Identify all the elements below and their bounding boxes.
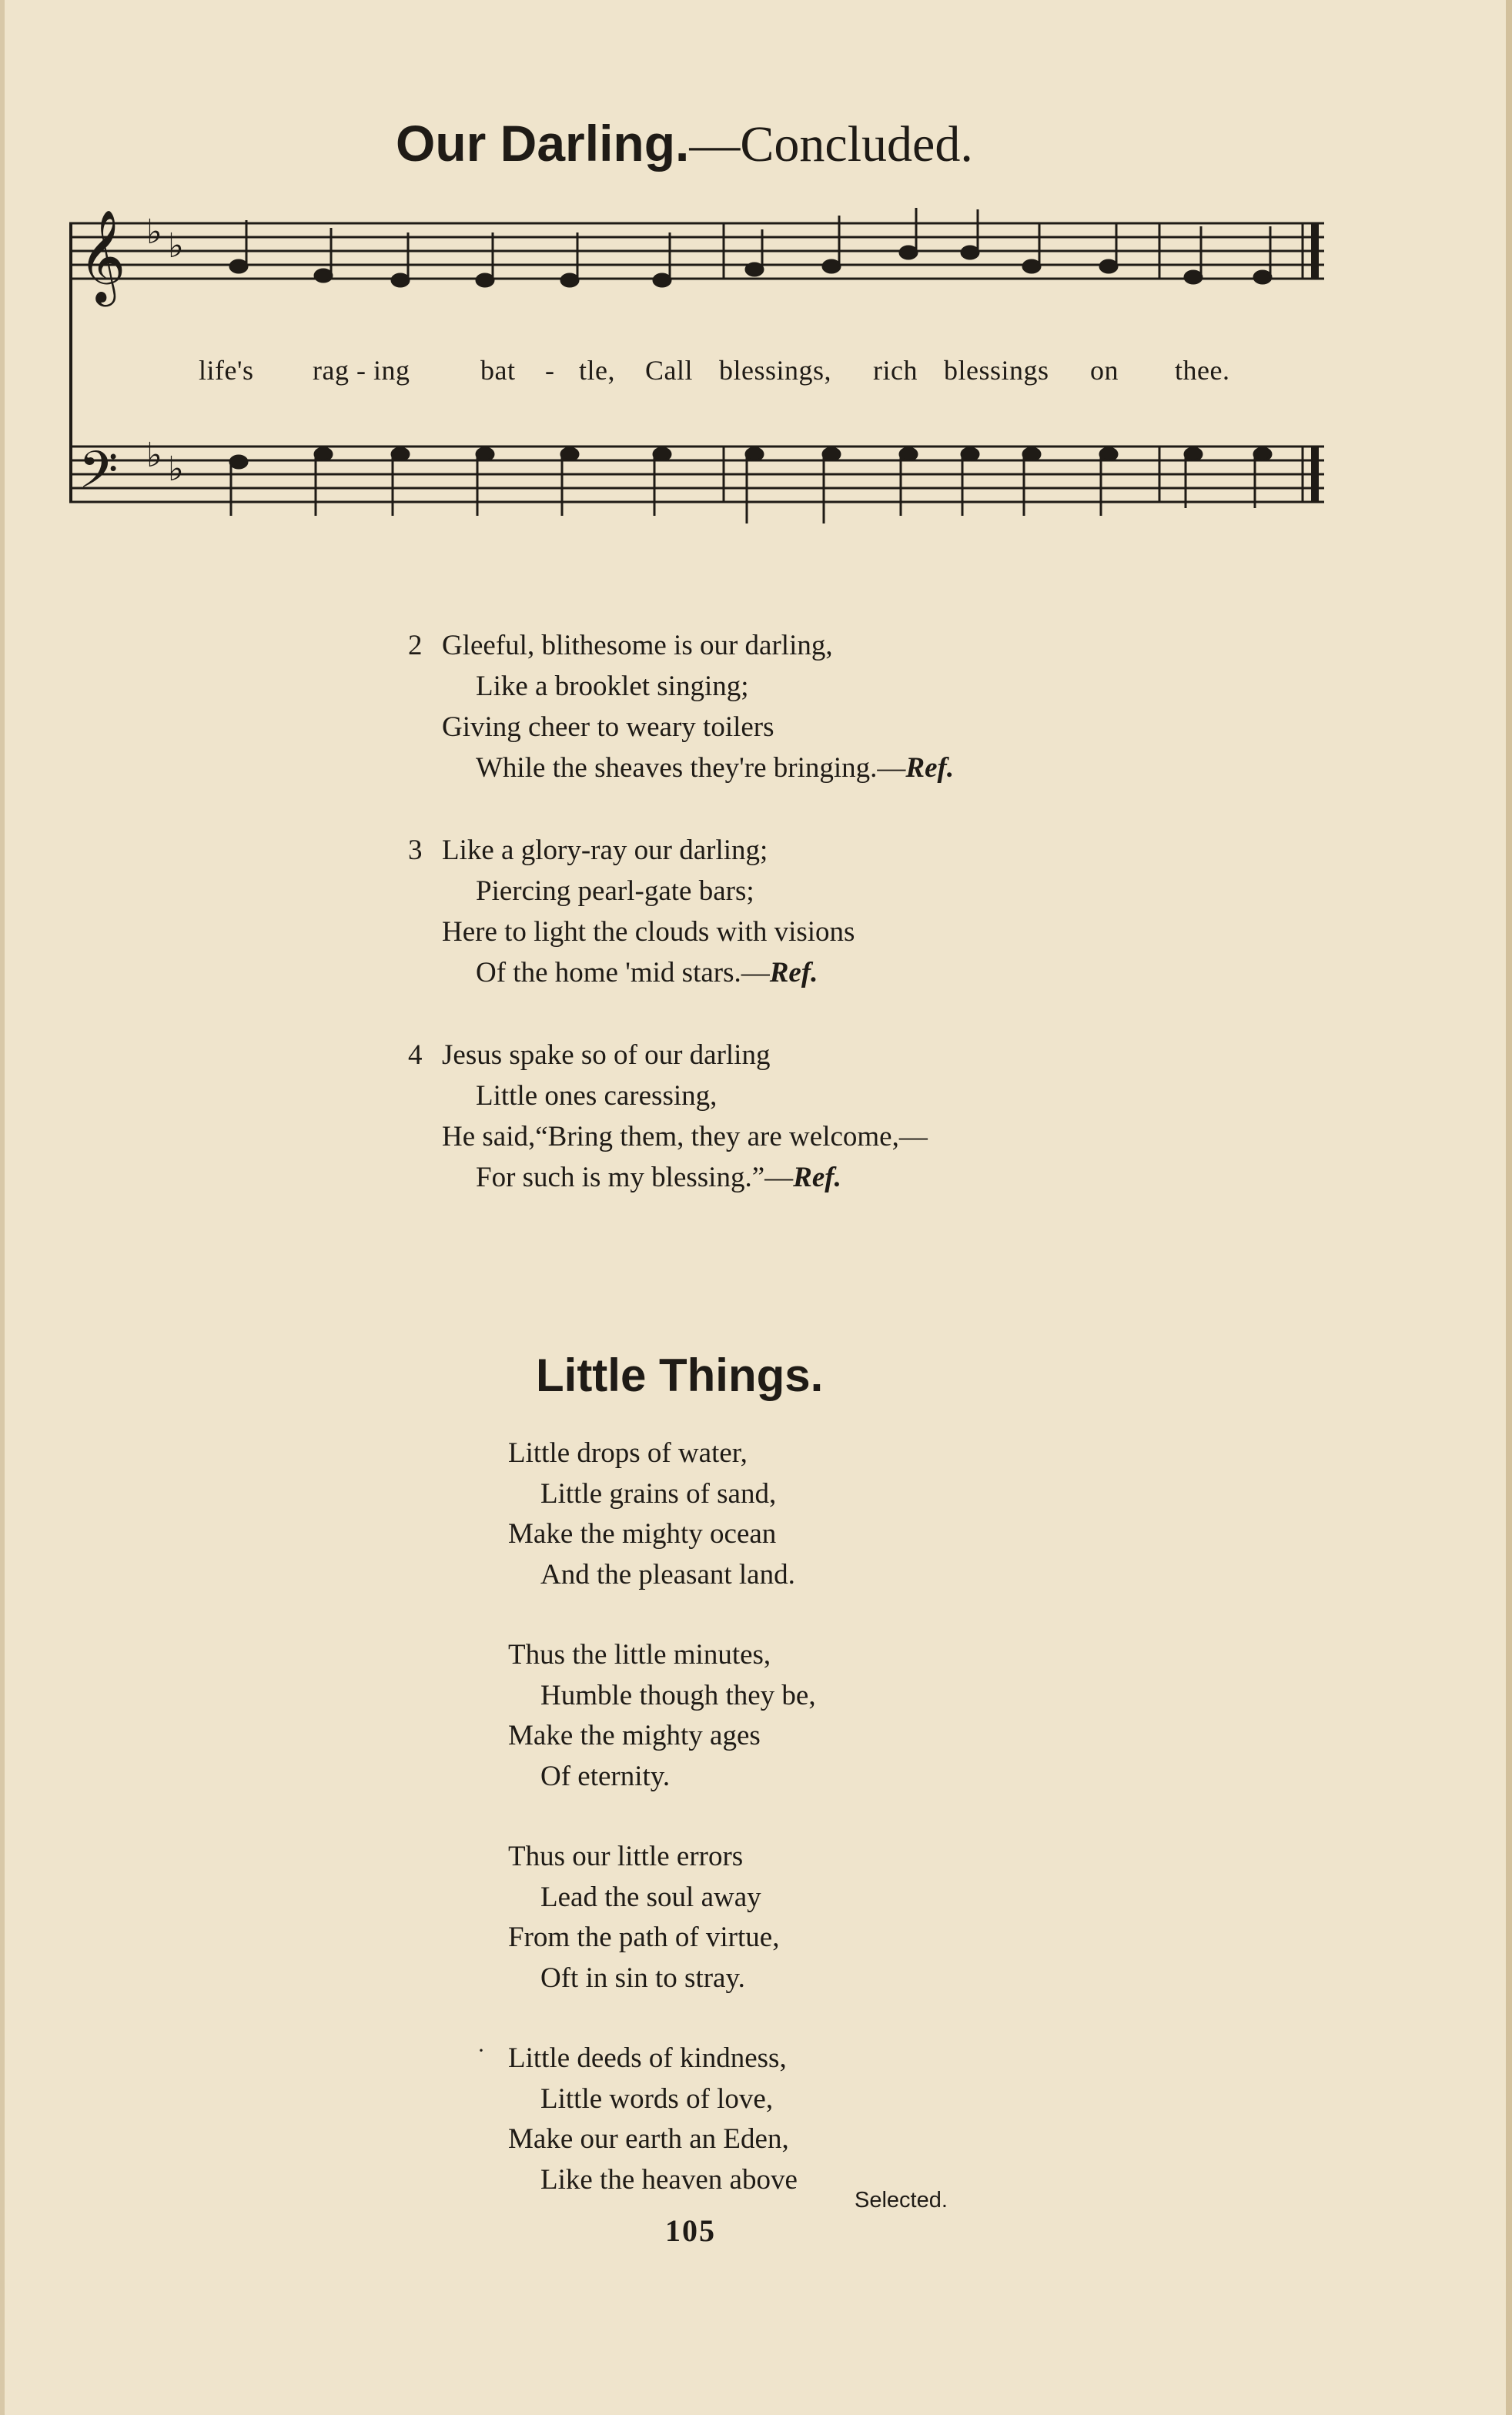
poem-line: Little words of love, [540, 2082, 774, 2115]
poem-line: Make our earth an Eden, [508, 2123, 789, 2155]
verse [408, 625, 954, 788]
lyric-word: Call [645, 355, 693, 386]
poem-body [508, 1433, 816, 2240]
bass-staff [69, 447, 1324, 502]
verse-number: 3 [408, 835, 423, 866]
verse-line: Like a glory-ray our darling; [442, 835, 768, 866]
lyric-word: rich [873, 355, 918, 386]
verse-line: Of the home 'mid stars.— [476, 957, 770, 988]
verse-line: Piercing pearl-gate bars; [476, 875, 754, 907]
lyric-word: bat [480, 355, 516, 386]
page-number: 105 [665, 2213, 716, 2248]
lyric-word: rag - ing [313, 355, 410, 386]
stanza [508, 1635, 816, 1797]
stanza [508, 1433, 816, 1595]
lyric-word: tle, [579, 355, 615, 386]
stanza [508, 2039, 816, 2200]
page-title [396, 114, 973, 174]
verse-line: Jesus spake so of our darling [442, 1039, 771, 1071]
page-edge-left [0, 0, 5, 2415]
poem-line: And the pleasant land. [540, 1558, 795, 1590]
refrain-marker: Ref. [793, 1162, 841, 1193]
page-edge-right [1506, 0, 1512, 2415]
lyric-word: - [545, 355, 555, 386]
svg-text:♭: ♭ [168, 226, 184, 266]
lyric-word: blessings, [719, 355, 832, 386]
poem-line: Make the mighty ages [508, 1720, 761, 1751]
svg-text:♭: ♭ [168, 450, 184, 489]
verse-line: He said,“Bring them, they are welcome,— [442, 1121, 928, 1152]
verse-line: For such is my blessing.”— [476, 1162, 794, 1193]
stanza [508, 1837, 816, 1999]
poem-line: Like the heaven above [540, 2163, 798, 2196]
refrain-marker: Ref. [905, 752, 955, 784]
lyric-word: on [1090, 355, 1119, 386]
verse-number: 4 [408, 1039, 423, 1071]
poem-line: Little drops of water, [508, 1437, 748, 1469]
treble-notes [230, 208, 1271, 286]
poem-line: Little grains of sand, [540, 1477, 777, 1510]
poem-line: Of eternity. [540, 1760, 671, 1792]
poem-title: Little Things. [536, 1350, 824, 1401]
verse-line: Like a brooklet singing; [476, 671, 749, 702]
svg-text:♭: ♭ [146, 212, 162, 252]
svg-text:♭: ♭ [146, 436, 162, 475]
treble-clef-icon: 𝄞 [79, 209, 126, 303]
verse-line: Gleeful, blithesome is our darling, [442, 630, 833, 661]
lyric-word: blessings [944, 355, 1049, 386]
page-title-sub: —Concluded. [689, 116, 973, 172]
poem-line: Oft in sin to stray. [540, 1962, 745, 1994]
bass-clef-icon: 𝄢 [79, 440, 119, 512]
verse-line: Here to light the clouds with visions [442, 916, 855, 948]
lyric-word: thee. [1175, 355, 1230, 386]
refrain-marker: Ref. [769, 957, 818, 988]
poem-attribution: Selected. [855, 2188, 948, 2213]
poem-line: Thus our little errors [508, 1841, 744, 1872]
poem-line: Humble though they be, [540, 1679, 816, 1711]
verse-number: 2 [408, 630, 423, 661]
verse-line: Little ones caressing, [476, 1080, 718, 1112]
verse-line: While the sheaves they're bringing.— [476, 752, 906, 784]
verse [408, 1035, 954, 1198]
bullet-mark: · [477, 2038, 485, 2063]
verse [408, 830, 954, 993]
poem-line: Thus the little minutes, [508, 1639, 771, 1671]
poem-line: Lead the soul away [540, 1881, 761, 1913]
verse-line: Giving cheer to weary toilers [442, 711, 774, 743]
song-verses [408, 625, 954, 1239]
lyric-word: life's [199, 355, 254, 386]
page-title-main: Our Darling. [396, 115, 690, 172]
treble-staff [69, 223, 1324, 279]
poem-line: From the path of virtue, [508, 1922, 780, 1953]
poem-line: Little deeds of kindness, [508, 2042, 787, 2074]
poem-line: Make the mighty ocean [508, 1518, 777, 1550]
